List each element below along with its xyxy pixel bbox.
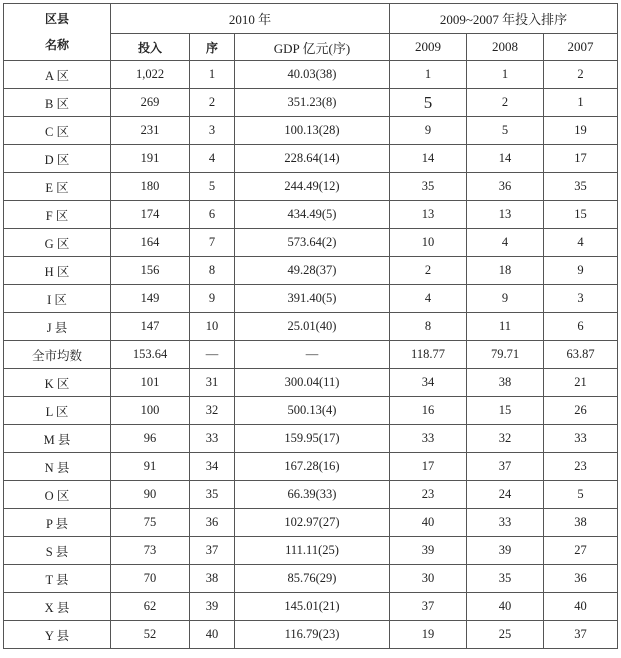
rank-2007-cell: 40 (544, 593, 618, 621)
rank-2007-cell: 21 (544, 369, 618, 397)
district-name-cell: O 区 (4, 481, 111, 509)
district-name-cell: E 区 (4, 173, 111, 201)
district-name-cell: G 区 (4, 229, 111, 257)
order-cell: 33 (190, 425, 235, 453)
table-row (4, 229, 618, 257)
district-name-cell: 全市均数 (4, 341, 111, 369)
order-header: 序 (190, 34, 235, 61)
invest-cell: 100 (111, 397, 190, 425)
order-cell: 35 (190, 481, 235, 509)
table-row (4, 425, 618, 453)
district-name-cell: C 区 (4, 117, 111, 145)
rank-2008-cell: 79.71 (467, 341, 544, 369)
district-name-cell: H 区 (4, 257, 111, 285)
invest-cell: 96 (111, 425, 190, 453)
invest-cell: 174 (111, 201, 190, 229)
rank-2007-cell: 15 (544, 201, 618, 229)
gdp-cell: 40.03(38) (235, 61, 390, 89)
gdp-cell: — (235, 341, 390, 369)
rank-2008-cell: 5 (467, 117, 544, 145)
district-name-cell: X 县 (4, 593, 111, 621)
district-name-cell: F 区 (4, 201, 111, 229)
invest-cell: 269 (111, 89, 190, 117)
table-row (4, 285, 618, 313)
district-name-cell: J 县 (4, 313, 111, 341)
district-header-line1: 区县 (44, 12, 69, 26)
gdp-cell: 167.28(16) (235, 453, 390, 481)
rank-2008-cell: 35 (467, 565, 544, 593)
rank-2009-cell: 40 (390, 509, 467, 537)
rank-2009-cell: 14 (390, 145, 467, 173)
rank-2007-cell: 27 (544, 537, 618, 565)
rank-2009-cell: 10 (390, 229, 467, 257)
rank-2008-cell: 14 (467, 145, 544, 173)
table-row (4, 173, 618, 201)
gdp-cell: 228.64(14) (235, 145, 390, 173)
district-name-cell: T 县 (4, 565, 111, 593)
district-name-header (4, 4, 111, 61)
invest-header: 投入 (111, 34, 190, 61)
table-header (4, 4, 618, 61)
rank-2008-cell: 24 (467, 481, 544, 509)
gdp-cell: 100.13(28) (235, 117, 390, 145)
rank-2007-cell: 63.87 (544, 341, 618, 369)
district-name-cell: I 区 (4, 285, 111, 313)
gdp-cell: 85.76(29) (235, 565, 390, 593)
order-cell: 5 (190, 173, 235, 201)
rank-2009-cell: 35 (390, 173, 467, 201)
district-investment-table (3, 3, 618, 649)
table-row (4, 621, 618, 649)
invest-cell: 70 (111, 565, 190, 593)
invest-cell: 1,022 (111, 61, 190, 89)
gdp-cell: 500.13(4) (235, 397, 390, 425)
rank-2007-cell: 4 (544, 229, 618, 257)
rank-2009-cell: 17 (390, 453, 467, 481)
gdp-cell: 25.01(40) (235, 313, 390, 341)
rank-2007-cell: 3 (544, 285, 618, 313)
table-row (4, 89, 618, 117)
district-name-cell: A 区 (4, 61, 111, 89)
order-cell: 31 (190, 369, 235, 397)
rank-2008-cell: 2 (467, 89, 544, 117)
rank-2009-cell: 4 (390, 285, 467, 313)
rank-2008-cell: 15 (467, 397, 544, 425)
rank-2009-cell: 118.77 (390, 341, 467, 369)
order-cell: 38 (190, 565, 235, 593)
rank-2009-cell: 30 (390, 565, 467, 593)
rank-2009-cell: 5 (390, 89, 467, 117)
district-name-cell: L 区 (4, 397, 111, 425)
table-row (4, 341, 618, 369)
rank-2008-cell: 36 (467, 173, 544, 201)
rank-2009-cell: 37 (390, 593, 467, 621)
order-cell: 9 (190, 285, 235, 313)
rank-2007-cell: 2 (544, 61, 618, 89)
gdp-cell: 102.97(27) (235, 509, 390, 537)
order-cell: 7 (190, 229, 235, 257)
table-row (4, 313, 618, 341)
rank-2007-cell: 33 (544, 425, 618, 453)
gdp-cell: 351.23(8) (235, 89, 390, 117)
invest-cell: 153.64 (111, 341, 190, 369)
table-row (4, 61, 618, 89)
rank-2008-cell: 33 (467, 509, 544, 537)
rank-2007-cell: 1 (544, 89, 618, 117)
rank-2009-cell: 39 (390, 537, 467, 565)
rank-2008-cell: 9 (467, 285, 544, 313)
rank-2009-cell: 16 (390, 397, 467, 425)
rank-2007-cell: 35 (544, 173, 618, 201)
order-cell: 40 (190, 621, 235, 649)
district-name-cell: B 区 (4, 89, 111, 117)
rank-2007-cell: 26 (544, 397, 618, 425)
year-2009-header: 2009 (390, 34, 467, 61)
invest-cell: 156 (111, 257, 190, 285)
order-cell: 8 (190, 257, 235, 285)
table-row (4, 117, 618, 145)
gdp-cell: 66.39(33) (235, 481, 390, 509)
order-cell: 4 (190, 145, 235, 173)
table-row (4, 593, 618, 621)
invest-cell: 191 (111, 145, 190, 173)
rank-2009-cell: 8 (390, 313, 467, 341)
rank-2007-cell: 37 (544, 621, 618, 649)
gdp-cell: 434.49(5) (235, 201, 390, 229)
table-row (4, 481, 618, 509)
rank-2008-cell: 38 (467, 369, 544, 397)
rank-2007-cell: 36 (544, 565, 618, 593)
order-cell: 36 (190, 509, 235, 537)
order-cell: 37 (190, 537, 235, 565)
invest-cell: 180 (111, 173, 190, 201)
table-row (4, 509, 618, 537)
gdp-cell: 300.04(11) (235, 369, 390, 397)
district-name-cell: K 区 (4, 369, 111, 397)
rank-2009-cell: 23 (390, 481, 467, 509)
invest-cell: 52 (111, 621, 190, 649)
rank-2008-cell: 39 (467, 537, 544, 565)
table-row (4, 145, 618, 173)
invest-cell: 164 (111, 229, 190, 257)
rank-2009-cell: 19 (390, 621, 467, 649)
district-name-cell: S 县 (4, 537, 111, 565)
gdp-cell: 159.95(17) (235, 425, 390, 453)
gdp-cell: 111.11(25) (235, 537, 390, 565)
district-header-line2: 名称 (44, 38, 69, 52)
rank-2007-cell: 9 (544, 257, 618, 285)
year-2008-header: 2008 (467, 34, 544, 61)
gdp-cell: 244.49(12) (235, 173, 390, 201)
gdp-header: GDP 亿元(序) (235, 34, 390, 61)
rank-2007-cell: 6 (544, 313, 618, 341)
order-cell: 39 (190, 593, 235, 621)
district-name-cell: N 县 (4, 453, 111, 481)
rank-2008-cell: 32 (467, 425, 544, 453)
rank-2008-cell: 37 (467, 453, 544, 481)
rank-2008-cell: 11 (467, 313, 544, 341)
invest-cell: 91 (111, 453, 190, 481)
rank-2009-cell: 33 (390, 425, 467, 453)
rank-2008-cell: 18 (467, 257, 544, 285)
invest-cell: 101 (111, 369, 190, 397)
order-cell: 34 (190, 453, 235, 481)
district-name-cell: D 区 (4, 145, 111, 173)
invest-cell: 90 (111, 481, 190, 509)
order-cell: — (190, 341, 235, 369)
rank-2009-cell: 9 (390, 117, 467, 145)
rank-2007-cell: 23 (544, 453, 618, 481)
rank-2007-cell: 5 (544, 481, 618, 509)
invest-cell: 62 (111, 593, 190, 621)
rank-2007-cell: 38 (544, 509, 618, 537)
district-name-cell: M 县 (4, 425, 111, 453)
table-row (4, 565, 618, 593)
rank-2009-cell: 13 (390, 201, 467, 229)
table-row (4, 201, 618, 229)
rank-2008-cell: 4 (467, 229, 544, 257)
gdp-cell: 49.28(37) (235, 257, 390, 285)
invest-cell: 73 (111, 537, 190, 565)
rank-2007-cell: 17 (544, 145, 618, 173)
order-cell: 32 (190, 397, 235, 425)
rank-2008-cell: 1 (467, 61, 544, 89)
order-cell: 10 (190, 313, 235, 341)
rank-2009-2007-group-header: 2009~2007 年投入排序 (390, 4, 618, 34)
rank-2008-cell: 40 (467, 593, 544, 621)
invest-cell: 147 (111, 313, 190, 341)
order-cell: 3 (190, 117, 235, 145)
rank-2008-cell: 25 (467, 621, 544, 649)
gdp-cell: 116.79(23) (235, 621, 390, 649)
invest-cell: 231 (111, 117, 190, 145)
table-row (4, 369, 618, 397)
order-cell: 2 (190, 89, 235, 117)
invest-cell: 149 (111, 285, 190, 313)
table-row (4, 397, 618, 425)
rank-2008-cell: 13 (467, 201, 544, 229)
rank-2009-cell: 34 (390, 369, 467, 397)
table-row (4, 453, 618, 481)
table-row (4, 537, 618, 565)
order-cell: 6 (190, 201, 235, 229)
year-2010-group-header: 2010 年 (111, 4, 390, 34)
gdp-cell: 145.01(21) (235, 593, 390, 621)
rank-2009-cell: 1 (390, 61, 467, 89)
year-2007-header: 2007 (544, 34, 618, 61)
order-cell: 1 (190, 61, 235, 89)
rank-2009-cell: 2 (390, 257, 467, 285)
table-body (4, 61, 618, 649)
gdp-cell: 391.40(5) (235, 285, 390, 313)
district-name-cell: Y 县 (4, 621, 111, 649)
gdp-cell: 573.64(2) (235, 229, 390, 257)
district-name-cell: P 县 (4, 509, 111, 537)
table-row (4, 257, 618, 285)
invest-cell: 75 (111, 509, 190, 537)
rank-2007-cell: 19 (544, 117, 618, 145)
